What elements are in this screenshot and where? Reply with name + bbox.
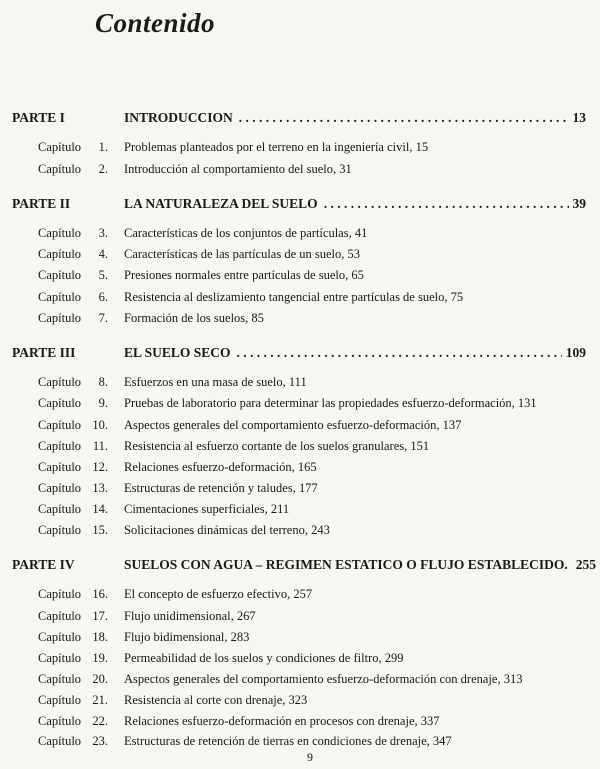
chapter-label: Capítulo <box>38 460 82 474</box>
chapter-label: Capítulo <box>38 418 82 432</box>
page-number: 9 <box>307 750 313 764</box>
chapter-entry <box>38 714 593 732</box>
part-number: PARTE III <box>12 345 76 360</box>
chapter-entry <box>38 502 593 520</box>
chapter-title: Resistencia al deslizamiento tangencial entre partículas de suelo, 75 <box>124 290 464 304</box>
chapter-label: Capítulo <box>38 247 82 261</box>
chapter-label: Capítulo <box>38 162 82 176</box>
part-heading <box>12 345 586 365</box>
chapter-entry <box>38 481 593 499</box>
part-title: EL SUELO SECO <box>124 345 231 360</box>
chapter-title: Características de las partículas de un suelo, 53 <box>124 247 361 261</box>
chapter-label: Capítulo <box>38 375 82 389</box>
chapter-title: Esfuerzos en una masa de suelo, 111 <box>124 375 307 389</box>
part-heading <box>12 110 586 130</box>
chapter-title: Resistencia al esfuerzo cortante de los suelos granulares, 151 <box>124 439 430 453</box>
chapter-number: 13. <box>92 481 108 495</box>
chapter-label: Capítulo <box>38 587 82 601</box>
chapter-label: Capítulo <box>38 439 82 453</box>
chapter-number: 23. <box>92 734 108 748</box>
chapter-number: 18. <box>92 630 108 644</box>
chapter-label: Capítulo <box>38 714 82 728</box>
chapter-label: Capítulo <box>38 734 82 748</box>
part-page: 255 <box>575 557 596 572</box>
chapter-entry <box>38 162 593 180</box>
chapter-title: Solicitaciones dinámicas del terreno, 243 <box>124 523 330 537</box>
chapter-title: Estructuras de retención y taludes, 177 <box>124 481 318 495</box>
chapter-label: Capítulo <box>38 481 82 495</box>
chapter-entry <box>38 523 593 541</box>
chapter-entry <box>38 268 593 286</box>
chapter-entry <box>38 693 593 711</box>
chapter-title: Relaciones esfuerzo-deformación, 165 <box>124 460 317 474</box>
chapter-label: Capítulo <box>38 693 82 707</box>
chapter-entry <box>38 311 593 329</box>
chapter-title: Pruebas de laboratorio para determinar las propiedades esfuerzo-deformación, 131 <box>124 396 537 410</box>
part-number: PARTE I <box>12 110 65 125</box>
chapter-entry <box>38 418 593 436</box>
part-page: 13 <box>572 110 586 125</box>
chapter-title: Problemas planteados por el terreno en la ingeniería civil, 15 <box>124 140 429 154</box>
chapter-title: Introducción al comportamiento del suelo, 31 <box>124 162 352 176</box>
chapter-number: 19. <box>92 651 108 665</box>
chapter-number: 22. <box>92 714 108 728</box>
part-title: INTRODUCCION <box>124 110 233 125</box>
chapter-title: Presiones normales entre partículas de suelo, 65 <box>124 268 364 282</box>
part-title: LA NATURALEZA DEL SUELO <box>124 196 318 211</box>
chapter-number: 21. <box>92 693 108 707</box>
chapter-entry <box>38 140 593 158</box>
chapter-label: Capítulo <box>38 523 82 537</box>
chapter-title: Aspectos generales del comportamiento esfuerzo-deformación, 137 <box>124 418 462 432</box>
chapter-label: Capítulo <box>38 396 82 410</box>
chapter-number: 11. <box>92 439 108 453</box>
chapter-title: Relaciones esfuerzo-deformación en procesos con drenaje, 337 <box>124 714 440 728</box>
chapter-number: 9. <box>98 396 108 410</box>
part-number: PARTE IV <box>12 557 75 572</box>
chapter-number: 17. <box>92 609 108 623</box>
chapter-entry <box>38 375 593 393</box>
leader-dots <box>237 345 562 361</box>
chapter-number: 10. <box>92 418 108 432</box>
chapter-title: Resistencia al corte con drenaje, 323 <box>124 693 308 707</box>
chapter-title: Cimentaciones superficiales, 211 <box>124 502 290 516</box>
chapter-title: Flujo bidimensional, 283 <box>124 630 250 644</box>
chapter-number: 8. <box>98 375 108 389</box>
part-title: SUELOS CON AGUA – REGIMEN ESTATICO O FLUJO ESTABLECIDO. <box>124 557 568 572</box>
part-heading <box>12 196 586 216</box>
chapter-label: Capítulo <box>38 140 82 154</box>
chapter-title: Aspectos generales del comportamiento esfuerzo-deformación con drenaje, 313 <box>124 672 523 686</box>
chapter-label: Capítulo <box>38 502 82 516</box>
chapter-entry <box>38 609 593 627</box>
part-page: 39 <box>572 196 586 211</box>
chapter-label: Capítulo <box>38 226 82 240</box>
part-number: PARTE II <box>12 196 71 211</box>
chapter-number: 14. <box>92 502 108 516</box>
chapter-label: Capítulo <box>38 630 82 644</box>
chapter-label: Capítulo <box>38 651 82 665</box>
chapter-title: Permeabilidad de los suelos y condiciones de filtro, 299 <box>124 651 404 665</box>
part-heading <box>12 557 596 577</box>
chapter-number: 1. <box>98 140 108 154</box>
chapter-entry <box>38 630 593 648</box>
chapter-entry <box>38 460 593 478</box>
chapter-label: Capítulo <box>38 311 82 325</box>
chapter-label: Capítulo <box>38 672 82 686</box>
page-title: Contenido <box>95 8 216 38</box>
leader-dots <box>324 196 569 212</box>
chapter-number: 4. <box>98 247 108 261</box>
chapter-number: 12. <box>92 460 108 474</box>
chapter-entry <box>38 439 593 457</box>
chapter-entry <box>38 226 593 244</box>
chapter-title: Estructuras de retención de tierras en condiciones de drenaje, 347 <box>124 734 452 748</box>
chapter-number: 3. <box>98 226 108 240</box>
chapter-number: 15. <box>92 523 108 537</box>
chapter-number: 20. <box>92 672 108 686</box>
chapter-entry <box>38 396 593 414</box>
chapter-title: El concepto de esfuerzo efectivo, 257 <box>124 587 313 601</box>
chapter-label: Capítulo <box>38 268 82 282</box>
chapter-entry <box>38 672 593 690</box>
chapter-entry <box>38 587 593 605</box>
leader-dots <box>239 110 569 126</box>
chapter-entry <box>38 290 593 308</box>
chapter-entry <box>38 247 593 265</box>
chapter-number: 7. <box>98 311 108 325</box>
chapter-entry <box>38 651 593 669</box>
chapter-number: 6. <box>98 290 108 304</box>
chapter-title: Formación de los suelos, 85 <box>124 311 264 325</box>
chapter-number: 16. <box>92 587 108 601</box>
chapter-number: 5. <box>98 268 108 282</box>
part-page: 109 <box>565 345 586 360</box>
chapter-title: Características de los conjuntos de partículas, 41 <box>124 226 368 240</box>
chapter-label: Capítulo <box>38 609 82 623</box>
chapter-label: Capítulo <box>38 290 82 304</box>
chapter-title: Flujo unidimensional, 267 <box>124 609 256 623</box>
chapter-number: 2. <box>98 162 108 176</box>
